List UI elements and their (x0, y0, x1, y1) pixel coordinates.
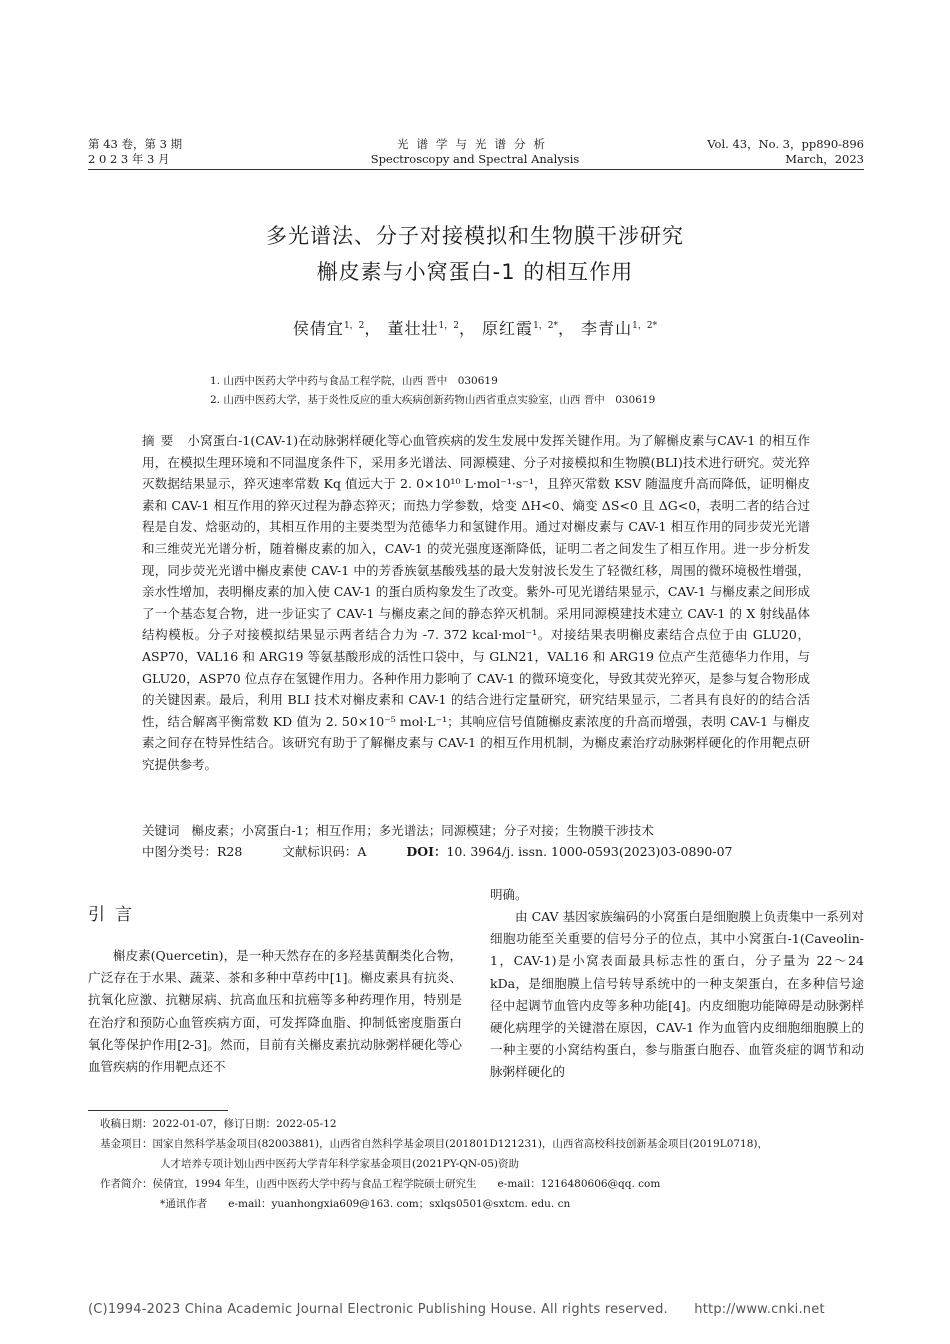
header-journal-cn: 光谱学与光谱分析 (397, 137, 553, 151)
header-rule (88, 169, 864, 170)
doi-value: 10. 3964/j. issn. 1000-0593(2023)03-0890-07 (446, 844, 733, 859)
author-affil-mark: 1，2* (632, 321, 658, 331)
doc-code-label: 文献标识码： (282, 844, 358, 859)
footnote-corresponding: *通讯作者 e-mail：yuanhongxia609@163. com；sxlqs0501@sxtcm. edu. cn (160, 1198, 571, 1210)
intro-right-column: 由 CAV 基因家族编码的小窝蛋白是细胞膜上负责集中一系列对细胞功能至关重要的信号分子的位点，其中小窝蛋白-1(Caveolin-1，CAV-1)是小窝表面最具标志性的蛋白，分子量为 22～24 kDa，是细胞膜上信号转导系统中的一种支架蛋白，在多种信号途径中起调节血管内皮等多种功能[4]。内皮细胞功能障碍是动脉粥样硬化病理学的关键潜在原因，CAV-1 作为血管内皮细胞细胞膜上的一种主要的小窝结构蛋白，参与脂蛋白胞吞、血管炎症的调节和动脉粥样硬化的 (490, 909, 864, 1080)
keywords (142, 820, 842, 841)
header-date: 2 0 2 3 年 3 月 (88, 152, 170, 166)
keywords-text: 槲皮素；小窝蛋白-1；相互作用；多光谱法；同源模建；分子对接；生物膜干涉技术 (191, 823, 654, 838)
author-affil-mark: 1，2* (533, 321, 559, 331)
paper-title (100, 218, 850, 290)
affiliation-1: 1. 山西中医药大学中药与食品工程学院，山西 晋中 030619 (210, 375, 498, 387)
header-date-en: March，2023 (785, 152, 864, 166)
clc-label: 中图分类号： (142, 844, 218, 859)
header-journal-en: Spectroscopy and Spectral Analysis (370, 152, 580, 166)
header-volume-block (88, 137, 182, 167)
author-name: 侯倩宜 (292, 319, 344, 338)
footnote-author-intro: 作者简介：侯倩宜，1994 年生，山西中医药大学中药与食品工程学院硕士研究生 e-mail：1216480606@qq. com (100, 1178, 661, 1190)
footnote-fund-cont: 人才培养专项计划山西中医药大学青年科学家基金项目(2021PY-QN-05)资助 (160, 1158, 520, 1170)
intro-right-continuation: 明确。 (490, 887, 528, 902)
copyright-notice: (C)1994-2023 China Academic Journal Electronic Publishing House. All rights reserved. http://www.cnki.net (88, 1302, 825, 1317)
keywords-label: 关键词 (142, 823, 180, 838)
classification (142, 841, 842, 862)
header-volume-en-block (707, 137, 864, 167)
section-heading-introduction: 引言 (88, 905, 142, 925)
affiliations (210, 372, 655, 410)
author-affil-mark: 1，2 (438, 321, 459, 331)
clc-value: R28 (217, 844, 243, 859)
abstract-label: 摘要 (142, 433, 180, 448)
author-name: 原红霞 (482, 319, 534, 338)
author-list: 侯倩宜$^{1,2}$， 董壮壮$^{1,2}$， 原红霞$^{1,2*}$， 李青山$^{1,2*}$ (292, 319, 658, 338)
affiliation-2: 2. 山西中医药大学，基于炎性反应的重大疾病创新药物山西省重点实验室，山西 晋中 030619 (210, 394, 656, 406)
intro-left-column: 槲皮素(Quercetin)，是一种天然存在的多羟基黄酮类化合物，广泛存在于水果、蔬菜、茶和多种中草药中[1]。槲皮素具有抗炎、抗氧化应激、抗糖尿病、抗高血压和抗癌等多种药理作用，特别是在治疗和预防心血管疾病方面，可发挥降血脂、抑制低密度脂蛋白氧化等保护作用[2-3]。然而，目前有关槲皮素抗动脉粥样硬化等心血管疾病的作用靶点还不 (88, 948, 462, 1075)
footnote-received: 收稿日期：2022-01-07，修订日期：2022-05-12 (100, 1118, 337, 1130)
header-volume-en: Vol. 43，No. 3，pp890-896 (707, 137, 864, 151)
header-volume: 第 43 卷，第 3 期 (88, 137, 183, 151)
footnotes (100, 1114, 870, 1214)
author-name: 李青山 (581, 319, 633, 338)
abstract (142, 430, 810, 776)
footnote-fund: 基金项目：国家自然科学基金项目(82003881)，山西省自然科学基金项目(201801D121231)，山西省高校科技创新基金项目(2019L0718)， (100, 1138, 769, 1150)
title-line-1: 多光谱法、分子对接模拟和生物膜干涉研究 (266, 224, 684, 248)
title-line-2: 槲皮素与小窝蛋白-1 的相互作用 (316, 260, 634, 284)
author-name: 董壮壮 (387, 319, 439, 338)
footnote-rule (88, 1110, 228, 1111)
doc-code-value: A (357, 844, 367, 859)
doi-label: DOI： (406, 844, 447, 859)
abstract-text: 小窝蛋白-1(CAV-1)在动脉粥样硬化等心血管疾病的发生发展中发挥关键作用。为了解槲皮素与CAV-1 的相互作用，在模拟生理环境和不同温度条件下，采用多光谱法、同源模建、分子对接模拟和生物膜(BLI)技术进行研究。荧光猝灭数据结果显示，猝灭速率常数 Kq 值远大于 2. 0×10¹⁰ L·mol⁻¹·s⁻¹，且猝灭常数 KSV 随温度升高而降低，证明槲皮素和 CAV-1 相互作用的猝灭过程为静态猝灭；而热力学参数，焓变 ΔH<0、熵变 ΔS<0 且 ΔG<0，表明二者的结合过程是自发、焓驱动的，其相互作用的主要类型为范德华力和氢键作用。通过对槲皮素与 CAV-1 相互作用的同步荧光光谱和三维荧光光谱分析，随着槲皮素的加入，CAV-1 的荧光强度逐渐降低，证明二者之间发生了相互作用。进一步分析发现，同步荧光光谱中槲皮素使 CAV-1 中的芳香族氨基酸残基的最大发射波长发生了轻微红移，周围的微环境极性增强，亲水性增加，表明槲皮素的加入使 CAV-1 的蛋白质构象发生了改变。紫外-可见光谱结果显示，CAV-1 与槲皮素之间形成了一个基态复合物，进一步证实了 CAV-1 与槲皮素之间的静态猝灭机制。采用同源模建技术建立 CAV-1 的 X 射线晶体结构模板。分子对接模拟结果显示两者结合力为 -7. 372 kcal·mol⁻¹。对接结果表明槲皮素结合点位于由 GLU20，ASP70，VAL16 和 ARG19 等氨基酸形成的活性口袋中，与 GLN21，VAL16 和 ARG19 位点产生范德华力作用，与 GLU20，ASP70 位点存在氢键作用力。各种作用力影响了 CAV-1 的微环境变化，导致其荧光猝灭，是参与复合物形成的关键因素。最后，利用 BLI 技术对槲皮素和 CAV-1 的结合进行定量研究，研究结果显示，二者具有良好的的结合活性，结合解离平衡常数 KD 值为 2. 50×10⁻⁵ mol·L⁻¹；其响应信号值随槲皮素浓度的升高而增强，表明 CAV-1 与槲皮素之间存在特异性结合。该研究有助于了解槲皮素与 CAV-1 的相互作用机制，为槲皮素治疗动脉粥样硬化的作用靶点研究提供参考。 (142, 433, 810, 772)
author-affil-mark: 1，2 (343, 321, 365, 331)
header-journal-block (300, 137, 650, 167)
